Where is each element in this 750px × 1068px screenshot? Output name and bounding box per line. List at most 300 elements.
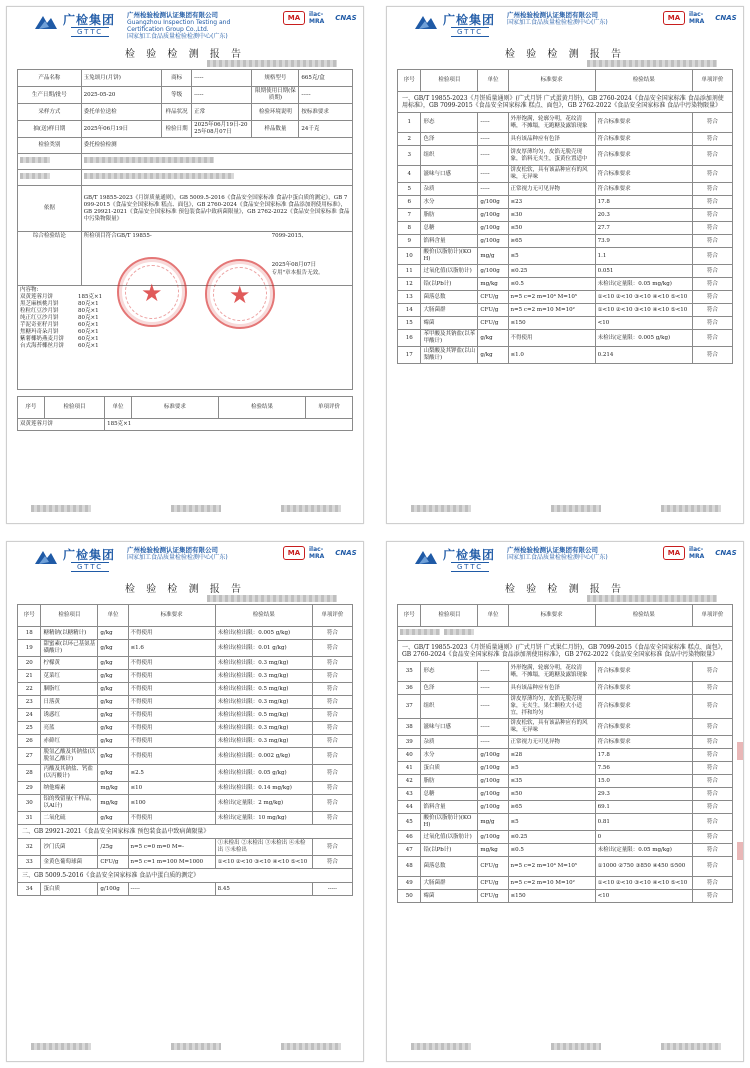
cell-ev: 符合 [312,782,352,795]
cell-std: ≤1.0 [508,347,595,364]
cell-no: 35 [398,662,421,682]
cell-item: 滋味与口感 [421,166,478,183]
detail-col-header: 检验结果 [215,605,312,627]
table-row [18,657,353,670]
cell-no: 37 [398,695,421,719]
table-row [398,113,733,133]
cell-std: 具有该品种应有色泽 [508,682,595,695]
cell-no: 38 [398,719,421,736]
official-seal-stamp: ★ [117,257,187,327]
cell-res: ①未检出 ②未检出 ③未检出 ④未检出 ⑤未检出 [215,839,312,856]
cell-item: 赤藓红 [41,735,98,748]
cell-ev: 符合 [312,795,352,812]
cell-std: 不得使用 [128,696,215,709]
table-row [398,844,733,857]
cell-item: 二氧化硫 [41,812,98,825]
cell-no: 16 [398,330,421,347]
cnas-mark-icon: CNAS [335,14,357,22]
cell-no: 1 [398,113,421,133]
accreditation-marks [283,11,357,25]
cell-unit: ----- [478,719,508,736]
table-row [18,670,353,683]
cell-ev: 符合 [692,775,732,788]
redacted-signature [31,1043,91,1050]
cnas-mark-icon: CNAS [335,549,357,557]
table-row [398,814,733,831]
cell-std: 外形饱满，轮廓分明，花纹清晰，不摊塌，无跑糖及露馅现象 [508,113,595,133]
cell-ev: 符合 [312,812,352,825]
table-row [398,801,733,814]
cell-res: <10 [595,317,692,330]
table-row [18,722,353,735]
cell-item: 甜蜜素(以环己基氨基磺酸计) [41,640,98,657]
table-row [18,735,353,748]
cell-std: 饼皮厚薄均匀，皮馅无脱壳现象，馅料无夹生，蛋黄位置适中 [508,146,595,166]
cell-unit: g/kg [98,748,128,765]
cell-std: 不得使用 [128,722,215,735]
cell-res: 未检出(检出限：0.005 g/kg) [215,627,312,640]
cell-item: 色泽 [421,133,478,146]
result-col-header: 单位 [105,397,132,419]
cell-std: ----- [128,883,215,896]
redacted-signature [661,505,721,512]
cell-item: 组织 [421,695,478,719]
cell-no: 45 [398,814,421,831]
table-row [398,304,733,317]
cell-no: 34 [18,883,41,896]
cell-no: 43 [398,788,421,801]
report-header [387,7,743,43]
detail-col-header: 标准要求 [508,605,595,627]
cell-no: 25 [18,722,41,735]
redacted-signature [281,505,341,512]
table-row [398,736,733,749]
table-row [398,890,733,903]
table-row [398,133,733,146]
info-value: 2025年06月19日 [81,121,161,138]
cell-res: 未检出(定量限：10 mg/kg) [215,812,312,825]
section-heading: 一、GB/T 19855-2023《月饼质量通则》(广式月饼 广式果仁月饼)，GB 7099-2015《食品安全国家标准 糕点、面包》，GB 2760-2024《食品安全国家标准 食品添加剂使用标准》，GB 2762-2022《食品安全国家标准 食品中污染物限量》 [398,641,733,662]
detail-table-p4 [397,604,733,903]
cell-item: 沙门氏菌 [41,839,98,856]
cell-std: ≤0.25 [508,831,595,844]
cell-unit: ----- [478,662,508,682]
cell-ev: 符合 [312,735,352,748]
info-label: 等级 [162,87,192,104]
cell-item: 山梨酸及其钾盐(以山梨酸计) [421,347,478,364]
cell-std: n=5 c=1 m=100 M=1000 [128,856,215,869]
detail-col-header: 单位 [478,605,508,627]
cell-item: 蛋白质 [41,883,98,896]
info-value: 24千克 [299,121,353,138]
institute-cn: 广州检验检测认证集团有限公司 [127,11,218,19]
redacted-signature [551,1043,601,1050]
redacted-report-number [587,60,717,67]
table-row [18,683,353,696]
cell-ev: 符合 [692,736,732,749]
cell-item: 水分 [421,196,478,209]
table-row [18,839,353,856]
cell-no: 47 [398,844,421,857]
cell-ev: 符合 [692,133,732,146]
cell-unit: g/kg [98,735,128,748]
page-footer [401,1041,729,1053]
accreditation-marks [663,546,737,560]
info-label: 限期使用日期(保质期) [252,87,299,104]
cell-ev: 符合 [312,670,352,683]
info-row [18,104,353,121]
redacted-signature [171,1043,221,1050]
cell-unit: mg/g [478,814,508,831]
cell-std: n=5 c=2 m=10 M=10² [508,304,595,317]
cell-unit: g/100g [478,775,508,788]
cell-item: 脂肪 [421,775,478,788]
cell-std: 饼皮松软，具有该品种应有的风味，无异味 [508,719,595,736]
institute-name [507,12,627,26]
cell-std: 不得使用 [128,683,215,696]
cell-res: 符合标准要求 [595,682,692,695]
cell-res: 73.9 [595,235,692,248]
institute-sub: 国家加工食品质量检验检测中心(广东) [127,554,228,561]
edge-mark [737,842,743,860]
table-row [398,662,733,682]
cell-std: 不得使用 [128,709,215,722]
brand-name: 广检集团 [63,13,116,27]
table-row [18,709,353,722]
contents-item-qty: 60克×1 [78,329,99,335]
institute-name [507,547,627,561]
cell-no: 12 [398,278,421,291]
cell-no: 26 [18,735,41,748]
cell-unit: g/kg [98,696,128,709]
cell-res: 27.7 [595,222,692,235]
cell-item: 组织 [421,146,478,166]
cnas-mark-icon: CNAS [715,14,737,22]
cell-ev: 符合 [312,765,352,782]
institute-cn: 广州检验检测认证集团有限公司 [127,546,218,554]
report-number-bar [7,592,363,604]
cell-unit: /25g [98,839,128,856]
section-heading: 一、GB/T 19855-2023《月饼质量通则》(广式月饼 广式蛋黄月饼)，GB 2760-2024《食品安全国家标准 食品添加剂使用标准》，GB 7099-2015《食品安全国家标准 糕点、面包》，GB 2762-2022《食品安全国家标准 食品中污染物限量》 [398,92,733,113]
cell-unit: ----- [478,133,508,146]
table-row [398,719,733,736]
cell-item: 大肠菌群 [421,304,478,317]
redacted-signature [661,1043,721,1050]
page-footer [21,1041,349,1053]
detail-col-header: 标准要求 [508,70,595,92]
cell-no: 24 [18,709,41,722]
cell-std: ≥65 [508,801,595,814]
cell-no: 36 [398,682,421,695]
table-row [18,627,353,640]
cell-res: 未检出(检出限：0.01 g/kg) [215,640,312,657]
cell-std: n=5 c=0 m=0 M=- [128,839,215,856]
table-row [18,812,353,825]
report-header [7,542,363,578]
institute-sub: 国家加工食品质量检验检测中心(广东) [507,19,608,26]
contents-item-qty: 80克×1 [78,301,99,307]
cell-unit: g/kg [98,722,128,735]
cell-res: 符合标准要求 [595,166,692,183]
info-value: 正常 [192,104,252,121]
cell-ev: 符合 [692,831,732,844]
brand-en: GTTC [451,562,489,572]
cell-std: 不得使用 [128,657,215,670]
cell-res: 未检出(检出限：0.3 mg/kg) [215,735,312,748]
cell-no: 44 [398,801,421,814]
cell-std: ≤50 [508,222,595,235]
cell-unit: g/kg [478,330,508,347]
conclusion-value: 所检项目符合GB/T 19855- [83,233,152,239]
cell-std: n=5 c=2 m=10⁴ M=10⁵ [508,291,595,304]
category-value: 委托检验检测 [81,138,352,154]
cell-ev: 符合 [692,235,732,248]
cell-res: 未检出(检出限：0.3 mg/kg) [215,722,312,735]
cell-std: ≥65 [508,235,595,248]
cell-item: 滋味与口感 [421,719,478,736]
cell-ev: 符合 [692,788,732,801]
redacted-signature [31,505,91,512]
brand-name: 广检集团 [63,548,116,562]
table-row [398,146,733,166]
cell-res: ①1000 ②750 ③850 ④450 ⑤500 [595,857,692,877]
cell-item: 亮蓝 [41,722,98,735]
cell-item: 脂肪 [421,209,478,222]
detail-col-header: 检验结果 [595,605,692,627]
cell-item: 大肠菌群 [421,877,478,890]
info-label: 商标 [162,70,192,87]
cell-no: 31 [18,812,41,825]
ilac-mark-icon: ilac-MRA [309,11,325,25]
cell-unit: g/kg [98,627,128,640]
cell-std: ≤50 [508,788,595,801]
info-row [18,87,353,104]
cell-item: 铅(以Pb计) [421,844,478,857]
table-row [398,278,733,291]
cell-no: 13 [398,291,421,304]
table-row [398,857,733,877]
info-row [18,121,353,138]
cell-res: 符合标准要求 [595,133,692,146]
cell-item: 杂质 [421,736,478,749]
basis-label: 依据 [18,186,82,232]
ilac-mark-icon: ilac-MRA [689,11,705,25]
result-col-header: 检验项目 [44,397,104,419]
detail-header-row [18,605,353,627]
cell-ev: 符合 [692,209,732,222]
cell-no: 6 [398,196,421,209]
report-title: 检 验 检 测 报 告 [125,584,245,595]
cell-item: 苋菜红 [41,670,98,683]
cell-ev: 符合 [312,709,352,722]
detail-col-header: 单项评价 [692,605,732,627]
cell-no: 15 [398,317,421,330]
cell-res: 29.3 [595,788,692,801]
info-label: 抽(送)样日期 [18,121,82,138]
cell-unit: ----- [478,146,508,166]
contents-item-name: 黑芝麻核桃月饼 [20,301,59,307]
info-label: 检验日期 [162,121,192,138]
cell-std: 不得使用 [128,748,215,765]
cell-unit: g/kg [478,347,508,364]
cell-no: 30 [18,795,41,812]
cell-ev: 符合 [692,291,732,304]
cell-std: ≥5 [508,762,595,775]
table-row [398,291,733,304]
detail-col-header: 检验项目 [421,70,478,92]
cell-unit: g/kg [98,765,128,782]
cell-ev: 符合 [312,839,352,856]
cell-ev: 符合 [692,317,732,330]
conclusion-label: 综合检验结论 [18,232,82,286]
info-label: 生产日期/批号 [18,87,82,104]
table-row [398,831,733,844]
cell-res: ①<10 ②<10 ③<10 ④<10 ⑤<10 [595,304,692,317]
cell-res: 未检出(定量限：2 mg/kg) [215,795,312,812]
cell-res: 未检出(检出限：0.002 g/kg) [215,748,312,765]
gttc-logo-icon [33,548,59,568]
redacted-signature [281,1043,341,1050]
table-row [398,682,733,695]
cell-item: 铅(以Pb计) [421,278,478,291]
cell-unit: g/kg [98,683,128,696]
cell-res: 未检出(检出限：0.3 mg/kg) [215,696,312,709]
cell-ev: 符合 [692,719,732,736]
cell-unit: g/kg [98,812,128,825]
contents-item [20,329,350,336]
sample-info-table [17,69,353,431]
cell-item: 丙酸及其钠盐、钙盐(以丙酸计) [41,765,98,782]
cell-no: 20 [18,657,41,670]
cell-res: 符合标准要求 [595,736,692,749]
detail-header-row [398,70,733,92]
cell-item: 霉菌 [421,890,478,903]
cell-no: 22 [18,683,41,696]
brand-name: 广检集团 [443,548,496,562]
cell-res: 未检出(检出限：0.05 g/kg) [215,765,312,782]
cell-item: 酸价(以脂肪计)(KOH) [421,248,478,265]
cell-unit: g/100g [478,762,508,775]
cell-std: ≤30 [508,209,595,222]
table-row [18,782,353,795]
report-page-4 [386,541,744,1062]
cell-no: 46 [398,831,421,844]
info-row [18,70,353,87]
cell-res: 符合标准要求 [595,183,692,196]
cell-unit: ----- [478,736,508,749]
info-value: 委托单位送检 [81,104,161,121]
cell-res: 0.81 [595,814,692,831]
cell-item: 诱惑红 [41,709,98,722]
cell-item: 过氧化值(以脂肪计) [421,265,478,278]
category-label: 检验类别 [18,138,82,154]
detail-col-header: 单项评价 [312,605,352,627]
detail-col-header: 检验结果 [595,70,692,92]
cell-std: n=5 c=2 m=10 M=10² [508,877,595,890]
cell-unit: mg/g [478,248,508,265]
table-row [18,765,353,782]
cell-std: 具有该品种应有色泽 [508,133,595,146]
result-col-header: 检验结果 [218,397,305,419]
cell-res: 未检出(检出限：0.5 mg/kg) [215,683,312,696]
cell-res: ①<10 ②<10 ③<10 ④<10 ⑤<10 [215,856,312,869]
contents-item-qty: 60克×1 [78,343,99,349]
cell-unit: g/kg [98,709,128,722]
cell-unit: CFU/g [98,856,128,869]
section-heading: 三、GB 5009.5-2016《食品安全国家标准 食品中蛋白质的测定》 [18,869,353,883]
cell-std: ≤100 [128,795,215,812]
page-footer [401,503,729,515]
accreditation-marks [283,546,357,560]
cell-res: 未检出(定量限：0.005 g/kg) [595,330,692,347]
table-row [398,265,733,278]
cell-no: 40 [398,749,421,762]
cell-ev: 符合 [692,749,732,762]
info-label: 样品状况 [162,104,192,121]
cma-mark-icon: MA [283,11,305,25]
cell-ev: 符合 [692,166,732,183]
cell-no: 14 [398,304,421,317]
cell-unit: CFU/g [478,857,508,877]
cma-mark-icon: MA [663,546,685,560]
institute-name [127,547,247,561]
sign-date: 2025年08月07日 [271,262,317,268]
cell-unit: ----- [478,695,508,719]
cell-unit: mg/kg [478,844,508,857]
contents-item-name: 紫薯椰奶燕麦月饼 [20,336,65,342]
institute-name [127,12,247,40]
sample-result-table [17,396,353,431]
cell-no: 41 [398,762,421,775]
cell-res: ①<10 ②<10 ③<10 ④<10 ⑤<10 [595,291,692,304]
redacted-sample-row [398,627,733,641]
result-col-header: 单项评价 [306,397,353,419]
info-label: 检验环境说明 [252,104,299,121]
cell-ev: 符合 [692,146,732,166]
cell-res: 69.1 [595,801,692,814]
contents-item [20,315,350,322]
info-value: ----- [192,70,252,87]
gttc-logo-icon [413,13,439,33]
cell-unit: g/100g [478,222,508,235]
cell-ev: 符合 [312,722,352,735]
info-label: 采样方式 [18,104,82,121]
cell-unit: g/100g [478,265,508,278]
cell-std: 外形饱满，轮廓分明，花纹清晰，不摊塌，无跑糖及露馅现象 [508,662,595,682]
brand-en: GTTC [451,27,489,37]
cell-res: 0.214 [595,347,692,364]
report-page-2 [386,6,744,524]
cell-item: 菌落总数 [421,291,478,304]
cell-no: 50 [398,890,421,903]
contents-item-name: 台式海苔椰丝月饼 [20,343,65,349]
detail-col-header: 标准要求 [128,605,215,627]
cell-item: 色泽 [421,682,478,695]
cell-no: 32 [18,839,41,856]
info-value: 玉兔颂月(月饼) [81,70,161,87]
result-col-header: 序号 [18,397,45,419]
redacted-cell [81,154,352,170]
detail-col-header: 检验项目 [41,605,98,627]
cell-res: 未检出(检出限：0.14 mg/kg) [215,782,312,795]
report-number-bar [7,57,363,69]
redacted-signature [171,505,221,512]
cell-ev: 符合 [692,814,732,831]
cell-item: 馅料含量 [421,235,478,248]
cell-ev: 符合 [692,890,732,903]
table-row [398,762,733,775]
cell-res: 17.8 [595,749,692,762]
